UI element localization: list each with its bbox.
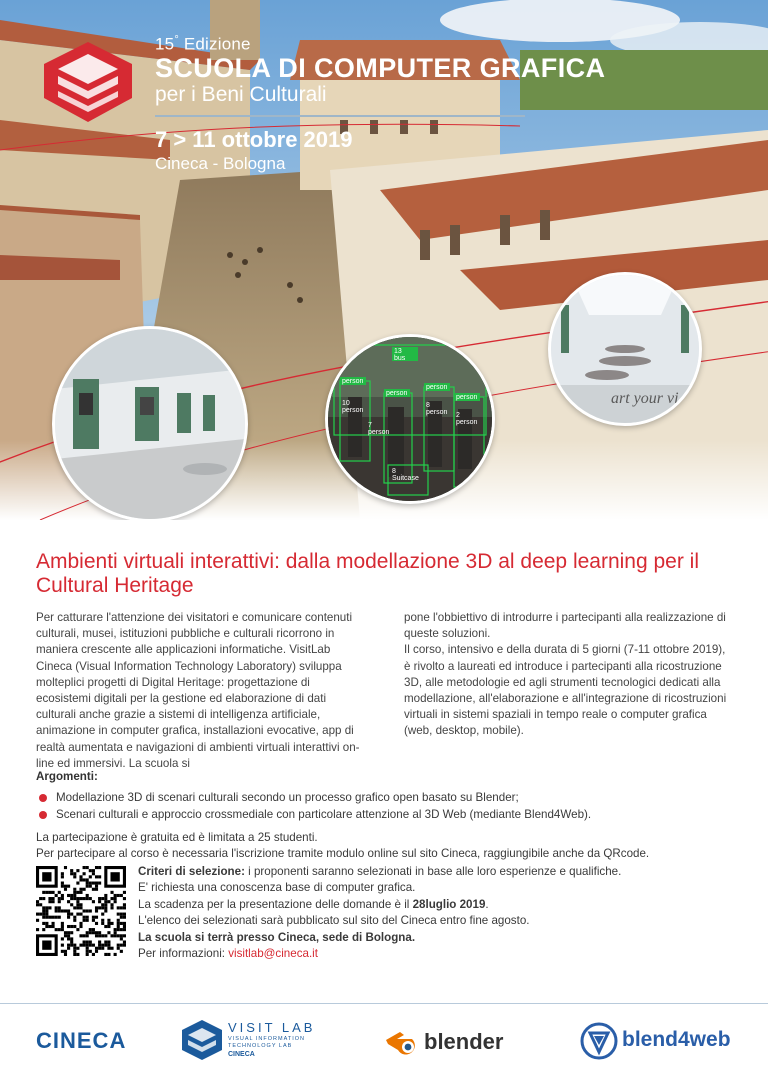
topic-item: Scenari culturali e approccio crossmediale con particolare attenzione al 3D Web (mediante Blend4Web).	[36, 806, 736, 823]
qr-code-icon	[36, 866, 126, 956]
det-label-5: person	[456, 394, 478, 401]
cineca-logo-text: CINECA	[36, 1028, 127, 1053]
event-dates: 7 > 11 ottobre 2019	[155, 126, 353, 152]
det-label-13: person	[368, 429, 390, 436]
det-label-11: person	[456, 419, 478, 426]
det-label-12: 7	[368, 422, 372, 429]
cube-logo-icon	[42, 40, 134, 124]
detection-scene	[328, 337, 492, 501]
museum-circle-image	[52, 326, 248, 520]
vr-room-scene	[551, 275, 699, 423]
edition-word: Edizione	[183, 34, 251, 54]
page-title: SCUOLA DI COMPUTER GRAFICA	[155, 52, 606, 83]
blend4web-logo[interactable]	[580, 1022, 740, 1062]
participation-line-1: La partecipazione è gratuita ed è limitata a 25 studenti.	[36, 831, 318, 844]
topics-block	[36, 768, 736, 823]
visitlab-title: VISIT LAB	[228, 1020, 316, 1035]
blend4web-logo-text: blend4web	[622, 1028, 731, 1051]
info-line	[138, 946, 738, 962]
hero-image	[0, 0, 768, 520]
header-block	[155, 34, 605, 175]
det-label-10: 2	[456, 412, 460, 419]
deadline-text: La scadenza per la presentazione delle domande è il	[138, 897, 413, 911]
blend4web-icon	[580, 1022, 618, 1060]
participation-line-2: Per partecipare al corso è necessaria l'iscrizione tramite modulo online sul sito Cineca, raggiungibile anche da QRcode.	[36, 847, 650, 860]
topics-list	[36, 789, 736, 823]
det-label-6: 10	[342, 400, 350, 407]
det-label-0: 13	[394, 348, 402, 355]
vr-room-circle-image	[548, 272, 702, 426]
body-column-1	[36, 610, 366, 772]
criteria-line-1	[138, 864, 738, 880]
visitlab-sub1: VISUAL INFORMATION	[228, 1036, 305, 1042]
det-label-7: person	[342, 407, 364, 414]
det-label-4: person	[426, 384, 448, 391]
visitlab-sub2: TECHNOLOGY LAB	[228, 1043, 293, 1049]
deadline-date: 28luglio 2019	[412, 897, 486, 911]
criteria-label: Criteri di selezione:	[138, 865, 245, 878]
det-label-8: 8	[426, 402, 430, 409]
blender-logo[interactable]	[384, 1026, 534, 1060]
det-label-9: person	[426, 409, 448, 416]
deep-learning-circle-image	[325, 334, 495, 504]
det-label-15: Suitcase	[392, 475, 419, 482]
info-label: Per informazioni:	[138, 947, 229, 961]
body-paragraph-1: Per catturare l'attenzione dei visitatori e comunicare contenuti culturali, musei, istituzioni pubbliche e culturali ricorrono in maniera crescente alle applicazioni informatiche. VisitLab Cineca (Visual Information Technology Laboratory) sviluppa molteplici progetti di Digital Heritage: progettazione di ecosistemi digitali per la gestione ed elaborazione di dati culturali anche grazie a sistemi di intelligenza artificiale, animazione in computer grafica, installazioni evocative, app di realtà aumentata e navigazioni di ambienti virtuali interattivi on-line ed immersivi. La scuola si	[36, 611, 360, 770]
blender-icon	[384, 1028, 422, 1058]
criteria-block	[138, 864, 738, 962]
edition-sup: °	[174, 34, 179, 46]
topic-item: Modellazione 3D di scenari culturali secondo un processo grafico open basato su Blender;	[36, 789, 736, 806]
blender-logo-text: blender	[424, 1029, 504, 1054]
body-paragraph-3: Il corso, intensivo e della durata di 5 giorni (7-11 ottobre 2019), è rivolto a laureati ed introduce i partecipanti alla ricostruzione 3D, alle metodologie ed agli strumenti tecnologici dedicati alla modellazione, all'elaborazione e all'integrazione di ricostruzioni virtuali in sistemi spaziali in tempo reale o computer grafica (web, desktop, mobile).	[404, 643, 727, 738]
edition-line	[155, 34, 605, 55]
det-label-1: bus	[394, 355, 406, 362]
vr-overlay-text: art your vi	[611, 390, 679, 407]
info-email-link[interactable]: visitlab@cineca.it	[228, 947, 318, 961]
cineca-logo[interactable]	[36, 1028, 126, 1054]
det-label-3: person	[386, 390, 408, 397]
museum-scene	[55, 329, 245, 519]
visitlab-cineca: CINECA	[228, 1051, 255, 1058]
school-logo	[42, 40, 134, 124]
page-subtitle: per i Beni Culturali	[155, 82, 327, 106]
title-divider	[155, 115, 525, 117]
topics-label: Argomenti:	[36, 770, 98, 783]
qr-code[interactable]	[36, 866, 126, 956]
det-label-14: 8	[392, 468, 396, 475]
det-label-2: person	[342, 378, 364, 385]
deadline-end: .	[485, 897, 489, 911]
criteria-line-5: La scuola si terrà presso Cineca, sede di Bologna.	[138, 930, 416, 944]
body-column-2	[404, 610, 734, 740]
section-title: Ambienti virtuali interattivi: dalla modellazione 3D al deep learning per il Cultural Heritage	[36, 550, 700, 597]
criteria-text: i proponenti saranno selezionati in base alle loro esperienze e qualifiche.	[244, 865, 622, 878]
footer-divider	[0, 1003, 768, 1004]
visitlab-cube-icon	[180, 1018, 224, 1062]
criteria-line-4: L'elenco dei selezionati sarà pubblicato sul sito del Cineca entro fine agosto.	[138, 914, 530, 928]
event-place: Cineca - Bologna	[155, 153, 286, 173]
participation-block	[36, 830, 756, 862]
criteria-line-2: E' richiesta una conoscenza base di computer grafica.	[138, 881, 416, 895]
visitlab-logo[interactable]	[180, 1018, 320, 1064]
criteria-line-3	[138, 897, 738, 913]
edition-number: 15	[155, 34, 175, 54]
body-paragraph-2: pone l'obbiettivo di introdurre i partecipanti alla realizzazione di queste soluzioni.	[404, 611, 726, 641]
